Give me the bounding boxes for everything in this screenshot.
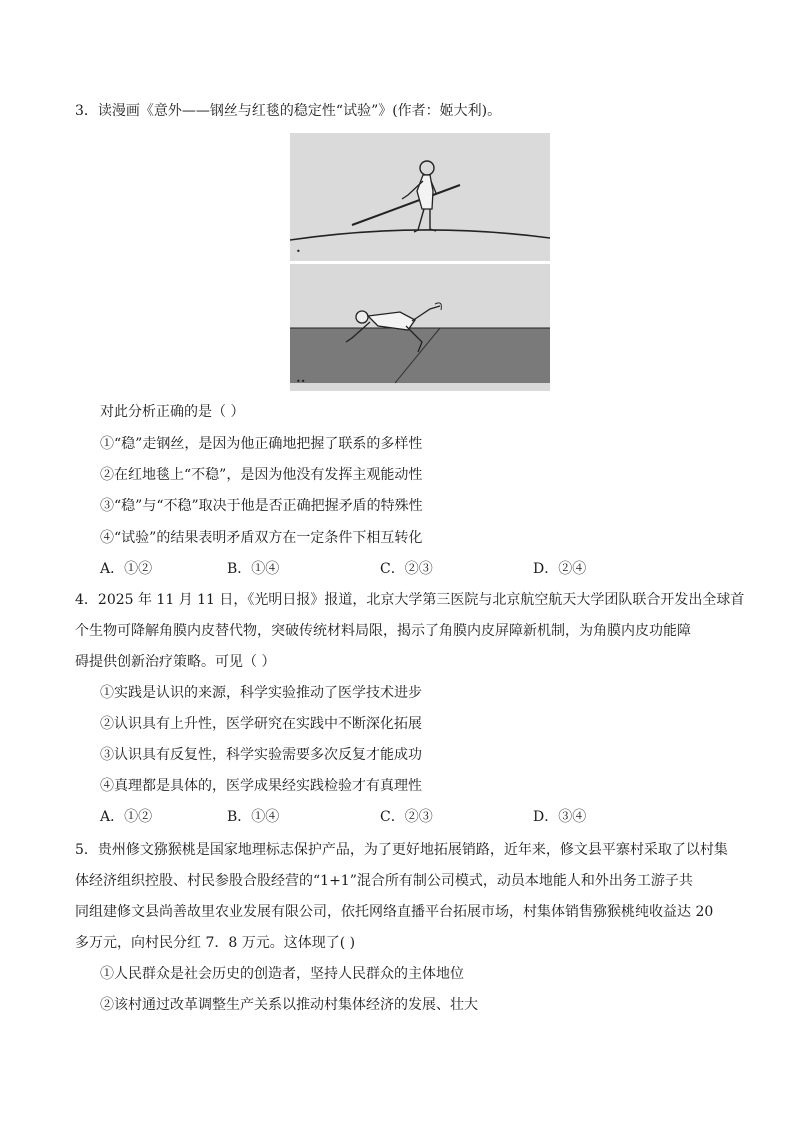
q4-item-1: ①实践是认识的来源，科学实验推动了医学技术进步 [100,685,422,701]
q3-prompt: 对此分析正确的是（ ） [100,404,245,420]
q3-option-d[interactable]: D．②④ [533,561,587,577]
q4-item-2: ②认识具有上升性，医学研究在实践中不断深化拓展 [100,716,422,732]
q4-stem-line-1: 4．2025 年 11 月 11 日，《光明日报》报道，北京大学第三医院与北京航空航天大学团队联合开发出全球首 [75,592,745,608]
cartoon-panel-red-carpet [290,264,550,391]
q4-stem-line-3: 碍提供创新治疗策略。可见（ ） [75,654,276,670]
panel2-marker: •• [296,377,306,386]
q4-option-b[interactable]: B．①④ [227,809,280,825]
q3-item-2: ②在红地毯上“不稳”，是因为他没有发挥主观能动性 [100,467,423,483]
q3-option-a[interactable]: A．①② [100,561,153,577]
q3-item-3: ③“稳”与“不稳”取决于他是否正确把握矛盾的特殊性 [100,498,423,514]
cartoon-panel-tightrope [290,133,550,261]
q4-option-d[interactable]: D．③④ [533,809,587,825]
q5-stem-line-1: 5．贵州修文猕猴桃是国家地理标志保护产品，为了更好地拓展销路，近年来，修文县平寨村采取了以村集 [75,842,728,858]
q4-item-4: ④真理都是具体的，医学成果经实践检验才有真理性 [100,778,422,794]
q3-item-4: ④“试验”的结果表明矛盾双方在一定条件下相互转化 [100,530,423,546]
q3-option-b[interactable]: B．①④ [227,561,280,577]
q5-stem-line-2: 体经济组织控股、村民参股合股经营的“1+1”混合所有制公司模式，动员本地能人和外出务工游子共 [75,873,693,889]
q3-option-c[interactable]: C．②③ [380,561,433,577]
q5-stem-line-3: 同组建修文县尚善故里农业发展有限公司，依托网络直播平台拓展市场，村集体销售猕猴桃纯收益达 20 [75,904,714,920]
q3-stem: 3．读漫画《意外——钢丝与红毯的稳定性“试验”》(作者：姬大利)。 [75,103,502,119]
q4-item-3: ③认识具有反复性，科学实验需要多次反复才能成功 [100,747,422,763]
q5-item-2: ②该村通过改革调整生产关系以推动村集体经济的发展、壮大 [100,997,478,1013]
cartoon-figure [290,133,550,391]
q3-item-1: ①“稳”走钢丝，是因为他正确地把握了联系的多样性 [100,436,423,452]
tightrope-walker-illustration [290,133,550,261]
q4-option-c[interactable]: C．②③ [380,809,433,825]
q4-stem-line-2: 个生物可降解角膜内皮替代物，突破传统材料局限，揭示了角膜内皮屏障新机制，为角膜内皮功能障 [75,623,691,639]
q5-stem-line-4: 多万元，向村民分红 7．8 万元。这体现了( ) [75,935,356,951]
red-carpet-fall-illustration [290,264,550,391]
panel1-marker: • [296,247,301,256]
q4-option-a[interactable]: A．①② [100,809,153,825]
q5-item-1: ①人民群众是社会历史的创造者，坚持人民群众的主体地位 [100,966,464,982]
